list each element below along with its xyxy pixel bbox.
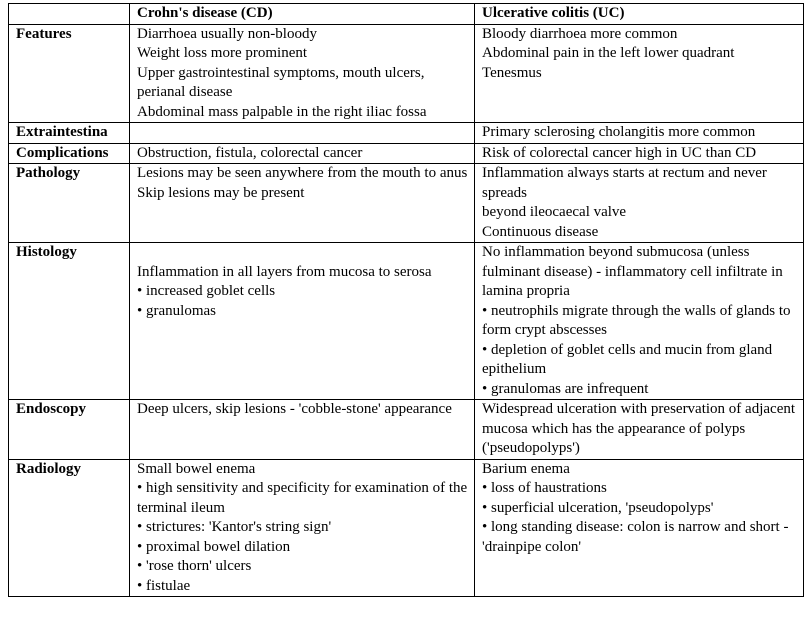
header-crohns: Crohn's disease (CD) [130,4,475,25]
radiology-uc-line: 'drainpipe colon' [482,538,582,555]
row-radiology [9,459,804,597]
histology-uc-line: No inflammation beyond submucosa (unless fulminant disease) - inflammatory cell infiltrate in lamina propria [482,244,783,299]
radiology-cd-cell [130,459,475,597]
row-label-features: Features [9,24,130,123]
header-blank-cell [9,4,130,25]
features-cd-cell [130,24,475,123]
histology-uc-line: • neutrophils migrate through the walls of glands to form crypt abscesses [482,302,791,338]
features-cd-line: Diarrhoea usually non-bloody [137,25,317,42]
row-label-extraintestinal: Extraintestina [9,123,130,144]
radiology-uc-line: • long standing disease: colon is narrow and short - [482,519,789,535]
histology-cd-line: • increased goblet cells [137,283,276,299]
extraintestinal-uc-cell: Primary sclerosing cholangitis more common [475,123,804,144]
radiology-cd-line: • proximal bowel dilation [137,538,291,555]
row-label-histology: Histology [9,243,130,400]
radiology-uc-cell [475,459,804,597]
header-ulcerative-colitis: Ulcerative colitis (UC) [475,4,804,25]
radiology-cd-line: • fistulae [137,577,191,594]
histology-cd-cell [130,243,475,400]
pathology-uc-line: Inflammation always starts at rectum and never spreads [482,165,767,201]
pathology-uc-line: beyond ileocaecal valve [482,204,627,220]
row-extraintestinal [9,123,804,144]
cell-spacer [137,243,468,263]
features-cd-line: Abdominal mass palpable in the right iliac fossa [137,103,427,120]
row-pathology [9,164,804,243]
complications-uc-cell: Risk of colorectal cancer high in UC than CD [475,143,804,164]
features-cd-line: Weight loss more prominent [137,45,308,61]
pathology-uc-line: Continuous disease [482,223,599,240]
radiology-cd-line: • high sensitivity and specificity for examination of the terminal ileum [137,480,468,516]
pathology-uc-cell [475,164,804,243]
endoscopy-uc-cell: Widespread ulceration with preservation of adjacent mucosa which has the appearance of polyps ('pseudopolyps') [475,400,804,460]
histology-uc-cell [475,243,804,400]
extraintestinal-cd-cell [130,123,475,144]
histology-uc-line: • granulomas are infrequent [482,380,649,397]
header-row [9,4,804,25]
pathology-cd-cell [130,164,475,243]
histology-cd-line: • granulomas [137,302,216,319]
row-complications [9,143,804,164]
row-label-endoscopy: Endoscopy [9,400,130,460]
features-cd-line: Upper gastrointestinal symptoms, mouth ulcers, perianal disease [137,64,425,100]
radiology-cd-line: • strictures: 'Kantor's string sign' [137,519,332,535]
features-uc-cell [475,24,804,123]
row-features [9,24,804,123]
endoscopy-cd-cell: Deep ulcers, skip lesions - 'cobble-stone' appearance [130,400,475,460]
radiology-uc-line: • superficial ulceration, 'pseudopolyps' [482,499,714,516]
histology-uc-line: • depletion of goblet cells and mucin from gland epithelium [482,341,773,377]
pathology-cd-line: Skip lesions may be present [137,184,305,201]
radiology-uc-line: Barium enema [482,460,570,477]
radiology-cd-line: • 'rose thorn' ulcers [137,558,252,574]
features-uc-line: Abdominal pain in the left lower quadrant [482,45,735,61]
comparison-table [8,3,804,597]
radiology-cd-line: Small bowel enema [137,460,256,477]
complications-cd-cell: Obstruction, fistula, colorectal cancer [130,143,475,164]
histology-cd-line: Inflammation in all layers from mucosa to serosa [137,263,432,280]
row-label-pathology: Pathology [9,164,130,243]
row-label-radiology: Radiology [9,459,130,597]
pathology-cd-line: Lesions may be seen anywhere from the mouth to anus [137,165,468,181]
radiology-uc-line: • loss of haustrations [482,480,607,496]
row-histology [9,243,804,400]
features-uc-line: Bloody diarrhoea more common [482,25,678,42]
features-uc-line: Tenesmus [482,64,542,81]
row-label-complications: Complications [9,143,130,164]
row-endoscopy [9,400,804,460]
